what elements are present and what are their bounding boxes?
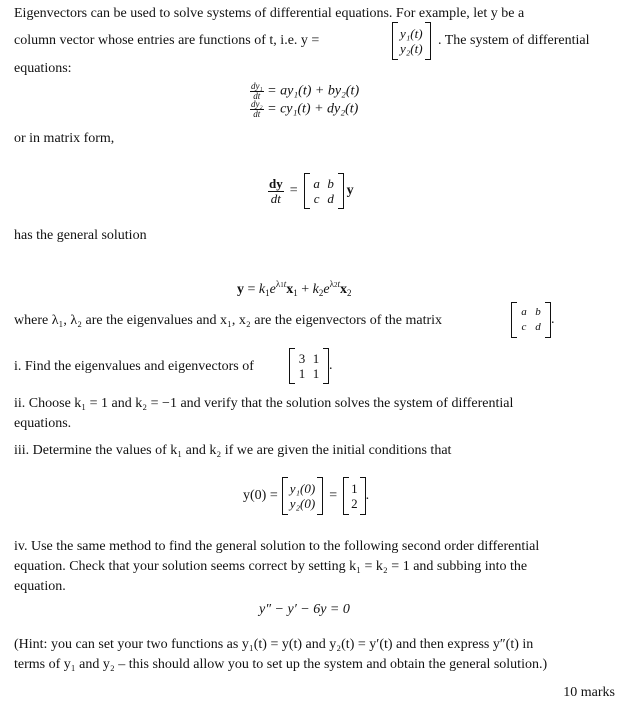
matrix-entry: 3: [298, 351, 306, 366]
matrix-entries: [295, 351, 323, 381]
system-equation-1: [250, 82, 359, 100]
derivative-fraction: [268, 177, 284, 206]
y0-vector: [282, 477, 323, 515]
where-line: where λ₁, λ₂ are the eigenvalues and x₁, x₂ are the eigenvectors of the matrix: [14, 313, 443, 328]
second-order-equation: y″ − y′ − 6y = 0: [259, 602, 350, 617]
initial-values-vector: [343, 477, 366, 515]
general-solution-label: has the general solution: [14, 228, 147, 243]
fraction-denominator: dt: [270, 190, 281, 206]
part-iv-line-3: equation.: [14, 579, 66, 594]
right-bracket: [360, 477, 366, 515]
initial-conditions: [243, 476, 369, 516]
intro-line-3: equations:: [14, 61, 72, 76]
part-ii-line-1: ii. Choose k₁ = 1 and k₂ = −1 and verify that the solution solves the system of differential: [14, 396, 514, 411]
part-ii-line-2: equations.: [14, 416, 72, 431]
equals-sign: =: [289, 183, 298, 198]
period: .: [551, 312, 555, 327]
fraction: [250, 100, 264, 119]
part-i: i. Find the eigenvalues and eigenvectors of: [14, 359, 254, 374]
matrix-entry: a: [313, 176, 320, 191]
period: .: [329, 358, 333, 373]
equals-sign: =: [329, 488, 338, 503]
hint-line-1: (Hint: you can set your two functions as y₁(t) = y(t) and y₂(t) = y′(t) and then express y″(t) in: [14, 637, 534, 652]
vector-entry: 1: [351, 481, 358, 496]
right-bracket: [338, 173, 344, 209]
fraction-numerator: dy: [269, 175, 283, 191]
matrix-entry: d: [327, 191, 334, 206]
y0-label: y(0) =: [243, 488, 278, 503]
matrix-entry: 1: [312, 366, 320, 381]
part-iv-line-1: iv. Use the same method to find the general solution to the following second order differential: [14, 539, 540, 554]
matrix-entry: 1: [312, 351, 320, 366]
vector-entries: [349, 481, 360, 511]
part-iii: iii. Determine the values of k₁ and k₂ if we are given the initial conditions that: [14, 443, 452, 458]
matrix-entry: c: [313, 191, 320, 206]
vector-entry-1: y₁(t): [400, 26, 423, 41]
hint-line-2: terms of y₁ and y₂ – this should allow you to set up the system and obtain the general solution.): [14, 657, 548, 672]
matrix-entries: [517, 305, 545, 335]
vector-entries: [288, 481, 317, 511]
intro-line-2-start: column vector whose entries are functions of t, i.e. y =: [14, 33, 320, 48]
matrix-entry: b: [535, 306, 541, 318]
matrix-entry: a: [521, 306, 527, 318]
coefficient-matrix: [304, 173, 344, 209]
vector-y: y: [346, 183, 354, 198]
vector-entry-2: y₂(t): [400, 41, 423, 56]
fraction-denominator: dt: [253, 109, 261, 119]
right-bracket: [425, 22, 431, 60]
equation-rhs: = cy₁(t) + dy₂(t): [267, 101, 359, 117]
vector-entry: y₂(0): [289, 496, 316, 511]
matrix-form-label: or in matrix form,: [14, 131, 115, 146]
abcd-matrix: [511, 302, 555, 338]
part-iv-line-2: equation. Check that your solution seems correct by setting k₁ = k₂ = 1 and subbing into the: [14, 559, 528, 574]
general-solution: $y = k_1e^{\lambda 1t}x_1 + k_2e^{\lambda 2t}x_2$: [237, 279, 352, 298]
intro-line-2-end: . The system of differential: [438, 33, 590, 48]
right-bracket: [317, 477, 323, 515]
equation-rhs: = ay₁(t) + by₂(t): [267, 83, 360, 99]
part-i-matrix: [289, 348, 333, 384]
column-vector-entries: [398, 26, 425, 56]
fraction-denominator: dt: [253, 91, 261, 101]
fraction-numerator: dy₁: [251, 81, 263, 91]
vector-entry: y₁(0): [289, 481, 316, 496]
matrix-entry: c: [521, 321, 527, 333]
matrix-entry: 1: [298, 366, 306, 381]
intro-line-1: Eigenvectors can be used to solve systems of differential equations. For example, let y be a: [14, 6, 525, 21]
matrix-entries: [310, 176, 338, 206]
matrix-form-equation: [268, 174, 354, 208]
vector-entry: 2: [351, 496, 358, 511]
fraction-numerator: dy₂: [251, 99, 263, 109]
matrix-entry: b: [327, 176, 334, 191]
system-equation-2: [250, 100, 358, 118]
period: .: [365, 488, 370, 503]
marks-label: 10 marks: [563, 685, 615, 700]
column-vector-y: [392, 22, 431, 60]
matrix-entry: d: [535, 321, 541, 333]
